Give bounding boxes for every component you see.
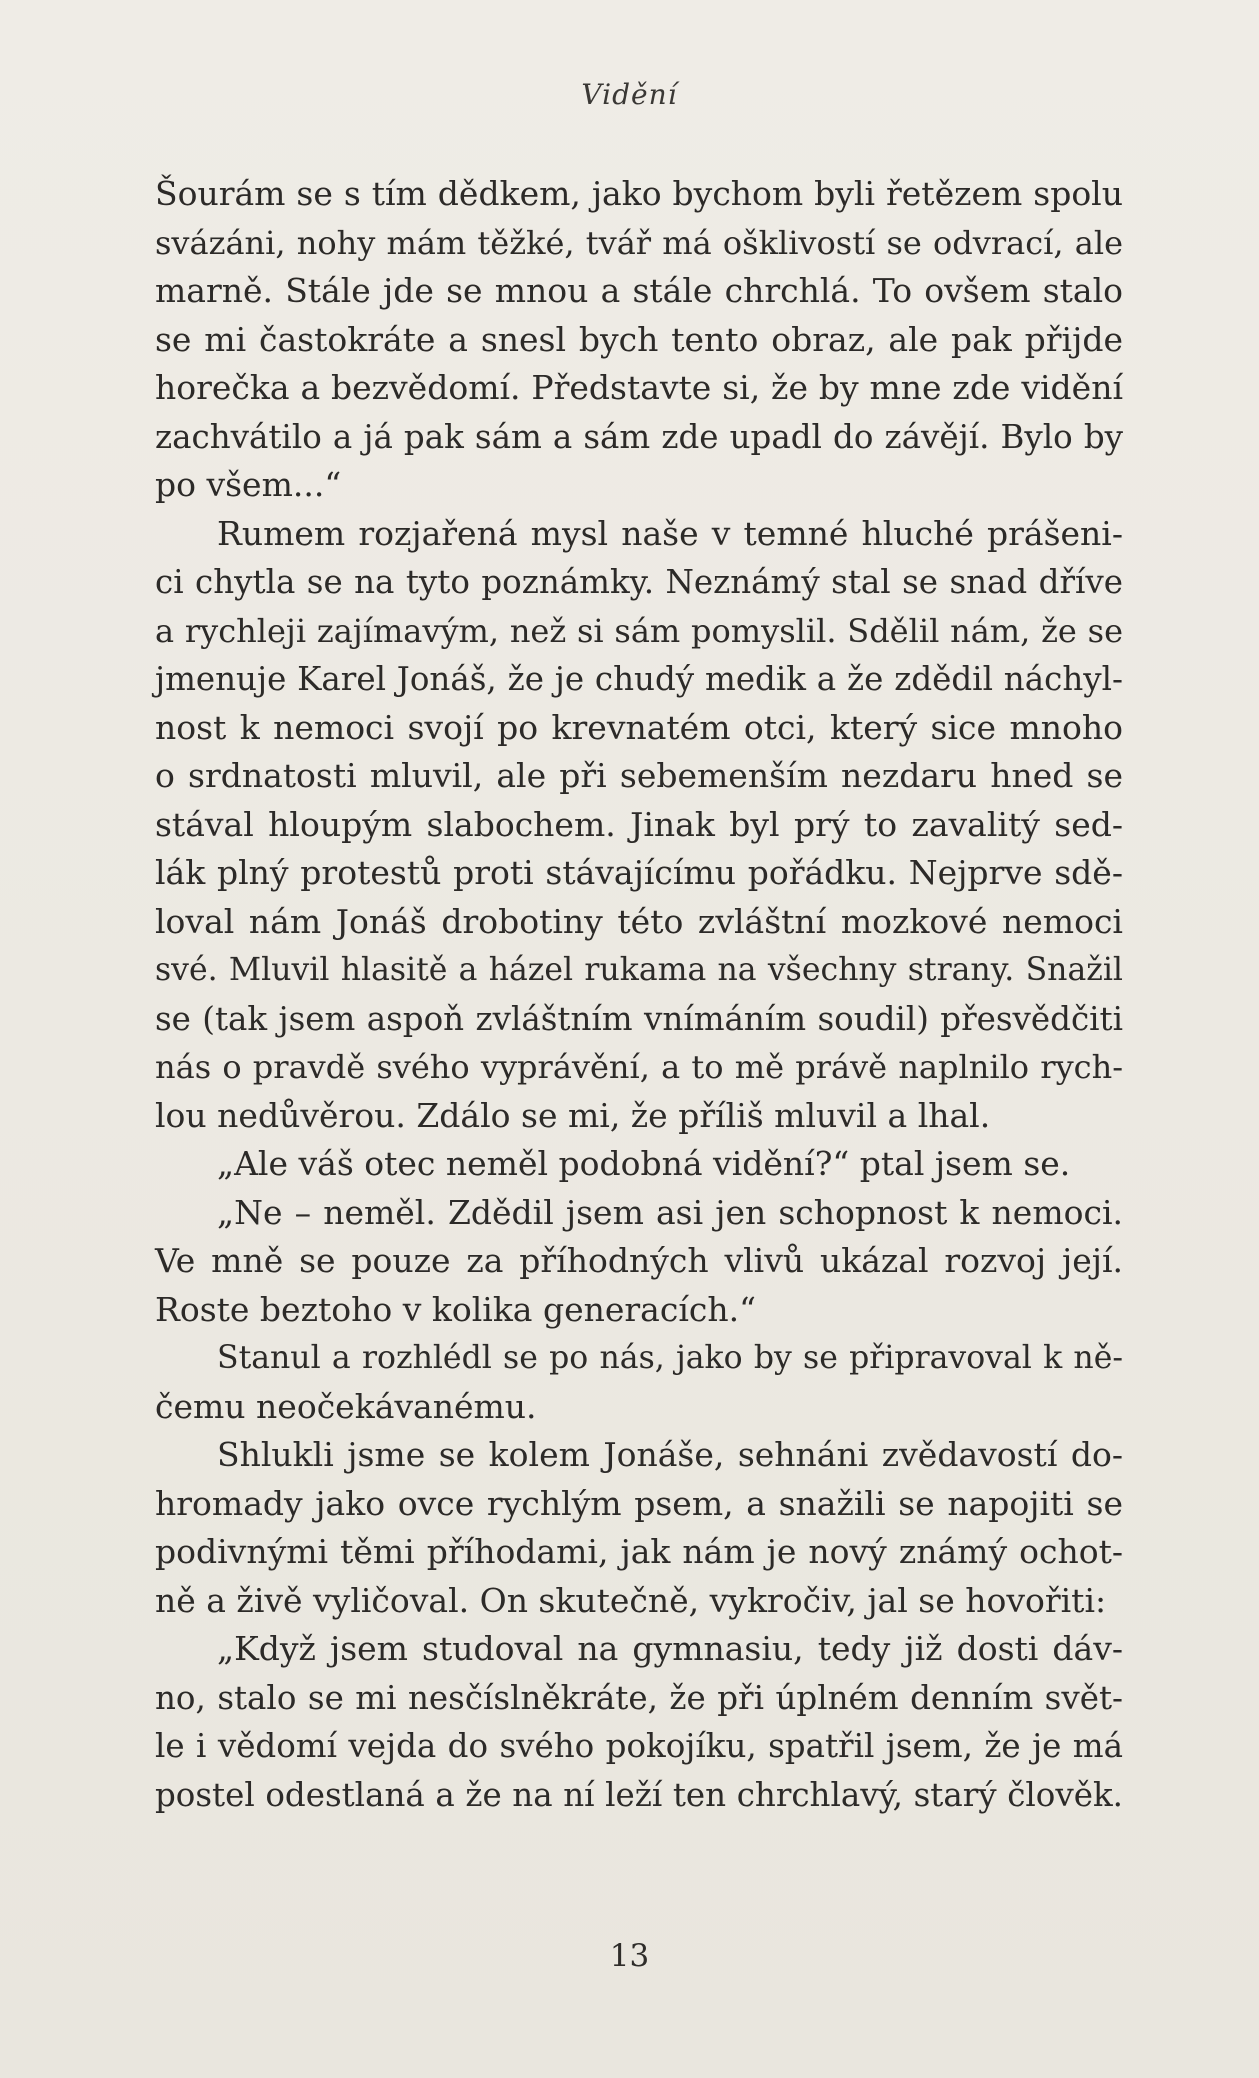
text-line: se mi častokráte a snesl bych tento obraz, ale pak přijde <box>155 319 1123 359</box>
text-line: po všem...“ <box>155 465 342 504</box>
text-line: své. Mluvil hlasitě a házel rukama na všechny strany. Snažil <box>155 952 1123 988</box>
running-head: Vidění <box>581 78 678 111</box>
text-line: Rumem rozjařená mysl naše v temné hluché prášeni- <box>217 513 1123 553</box>
text-line: no, stalo se mi nesčíslněkráte, že při úplném denním svět- <box>155 1678 1123 1717</box>
text-line: zachvátilo a já pak sám a sám zde upadl do závějí. Bylo by <box>155 417 1123 456</box>
text-line: o srdnatosti mluvil, ale při sebemenším nezdaru hned se <box>155 756 1123 795</box>
page-number: 13 <box>609 1938 650 1974</box>
text-line: a rychleji zajímavým, než si sám pomyslil. Sdělil nám, že se <box>155 611 1123 650</box>
text-line: čemu neočekávanému. <box>155 1386 537 1426</box>
text-line: ně a živě vyličoval. On skutečně, vykročiv, jal se hovořiti: <box>155 1580 1107 1620</box>
text-line: Šourám se s tím dědkem, jako bychom byli řetězem spolu <box>155 174 1123 213</box>
text-line: loval nám Jonáš drobotiny této zvláštní mozkové nemoci <box>155 901 1123 941</box>
text-line: nás o pravdě svého vyprávění, a to mě právě naplnilo rych- <box>155 1048 1123 1086</box>
text-line: „Ale váš otec neměl podobná vidění?“ ptal jsem se. <box>217 1144 1071 1183</box>
text-line: Ve mně se pouze za příhodných vlivů ukázal rozvoj její. <box>155 1241 1123 1280</box>
text-line: „Když jsem studoval na gymnasiu, tedy již dosti dáv- <box>217 1629 1123 1668</box>
text-line: marně. Stále jde se mnou a stále chrchlá. To ovšem stalo <box>155 271 1123 310</box>
text-line: ci chytla se na tyto poznámky. Neznámý stal se snad dříve <box>155 563 1123 601</box>
text-line: „Ne – neměl. Zdědil jsem asi jen schopnost k nemoci. <box>217 1192 1123 1232</box>
text-line: Shlukli jsme se kolem Jonáše, sehnáni zvědavostí do- <box>217 1435 1123 1474</box>
text-line: podivnými těmi příhodami, jak nám je nový známý ochot- <box>155 1532 1123 1571</box>
text-line: jmenuje Karel Jonáš, že je chudý medik a že zdědil náchyl- <box>155 660 1123 698</box>
text-line: Roste beztoho v kolika generacích.“ <box>155 1289 756 1329</box>
text-line: nost k nemoci svojí po krevnatém otci, který sice mnoho <box>155 707 1123 747</box>
text-line: Stanul a rozhlédl se po nás, jako by se připravoval k ně- <box>217 1340 1123 1376</box>
text-line: postel odestlaná a že na ní leží ten chrchlavý, starý člověk. <box>155 1775 1123 1814</box>
text-line: hromady jako ovce rychlým psem, a snažili se napojiti se <box>155 1483 1123 1523</box>
body-text <box>155 170 1123 1819</box>
text-line: stával hloupým slabochem. Jinak byl prý to zavalitý sed- <box>155 804 1123 844</box>
text-line: se (tak jsem aspoň zvláštním vnímáním soudil) přesvědčiti <box>155 999 1123 1038</box>
text-line: lou nedůvěrou. Zdálo se mi, že příliš mluvil a lhal. <box>155 1095 991 1135</box>
text-line: le i vědomí vejda do svého pokojíku, spatřil jsem, že je má <box>155 1727 1123 1765</box>
text-line: horečka a bezvědomí. Představte si, že by mne zde vidění <box>155 368 1123 407</box>
text-line: lák plný protestů proti stávajícímu pořádku. Nejprve sdě- <box>155 853 1123 892</box>
text-line: svázáni, nohy mám těžké, tvář má ošklivostí se odvrací, ale <box>155 223 1123 262</box>
